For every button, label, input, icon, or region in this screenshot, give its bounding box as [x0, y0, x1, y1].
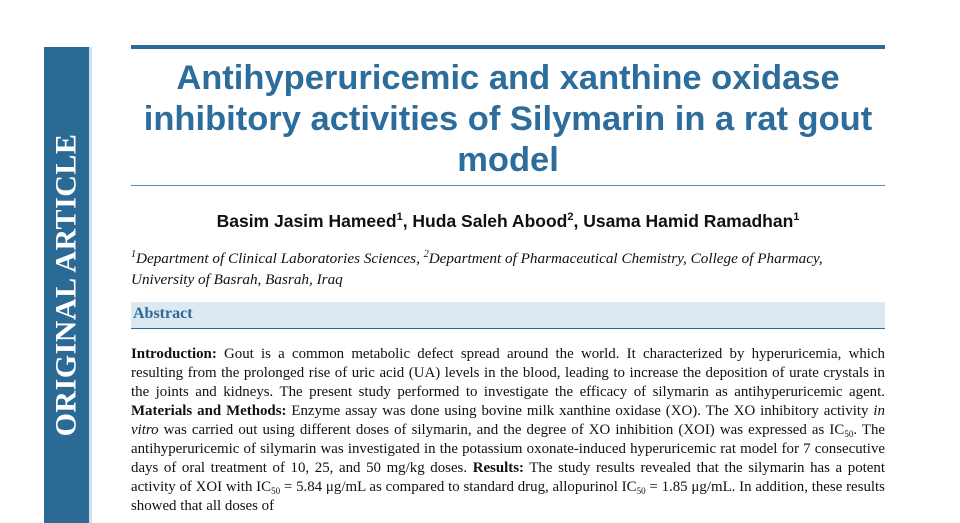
- methods-italic-term: in vitro: [131, 403, 885, 438]
- paper-title: Antihyperuricemic and xanthine oxidase inhibitory activities of Silymarin in a rat gout model: [143, 59, 873, 179]
- results-text: = 5.84 μg/mL as compared to standard drug, allopurinol IC: [280, 479, 637, 495]
- results-label: Results:: [472, 460, 524, 476]
- subscript: 50: [271, 486, 281, 496]
- author-name: Huda Saleh Abood: [412, 211, 568, 231]
- results-text: The study results revealed that the silymarin has a potent activity of XOI with IC: [131, 460, 885, 495]
- affiliation-mark: 2: [423, 249, 429, 260]
- title-divider: [131, 185, 885, 186]
- header-rule: [131, 45, 885, 49]
- author-name: Basim Jasim Hameed: [216, 211, 397, 231]
- affiliation-text: Department of Clinical Laboratories Sciences,: [136, 250, 424, 268]
- methods-label: Materials and Methods:: [131, 403, 287, 419]
- article-type-label: [44, 47, 89, 523]
- author-affiliation-mark: 2: [567, 211, 574, 224]
- subscript: 50: [844, 429, 854, 439]
- author-name: Usama Hamid Ramadhan: [583, 211, 794, 231]
- author-affiliation-mark: 1: [793, 211, 800, 224]
- article-type-text: ORIGINAL ARTICLE: [49, 133, 83, 437]
- abstract-header-bar: [131, 302, 885, 329]
- author-separator: ,: [573, 211, 584, 231]
- affiliation-text: Department of Pharmaceutical Chemistry, College of Pharmacy, University of Basrah, Basrah, Iraq: [131, 250, 823, 289]
- methods-text: was carried out using different doses of silymarin, and the degree of XO inhibition (XOI) was expressed as IC: [158, 422, 845, 438]
- methods-text: . The antihyperuricemic of silymarin was investigated in the potassium oxonate-induced hyperuricemic rat model for 7 consecutive days of oral treatment of 10, 25, and 50 mg/kg doses.: [131, 422, 886, 476]
- author-separator: ,: [402, 211, 413, 231]
- author-affiliation-mark: 1: [396, 211, 403, 224]
- methods-text: Enzyme assay was done using bovine milk xanthine oxidase (XO). The XO inhibitory activity: [286, 403, 874, 419]
- subscript: 50: [636, 486, 646, 496]
- affiliation-mark: 1: [131, 249, 136, 260]
- author-list: [131, 211, 885, 232]
- introduction-text: Gout is a common metabolic defect spread around the world. It characterized by hyperuricemia, which resulting from the prolonged rise of uric acid (UA) levels in the blood, leading to increase the deposition of urate crystals in the joints and kidneys. The present study performed to investigate the efficacy of silymarin as antihyperuricemic agent.: [131, 346, 885, 400]
- affiliations: [131, 244, 885, 290]
- results-text: = 1.85 μg/mL. In addition, these results showed that all doses of: [131, 479, 885, 514]
- abstract-body: [131, 345, 885, 516]
- introduction-label: Introduction:: [131, 346, 217, 362]
- abstract-heading: Abstract: [133, 305, 193, 322]
